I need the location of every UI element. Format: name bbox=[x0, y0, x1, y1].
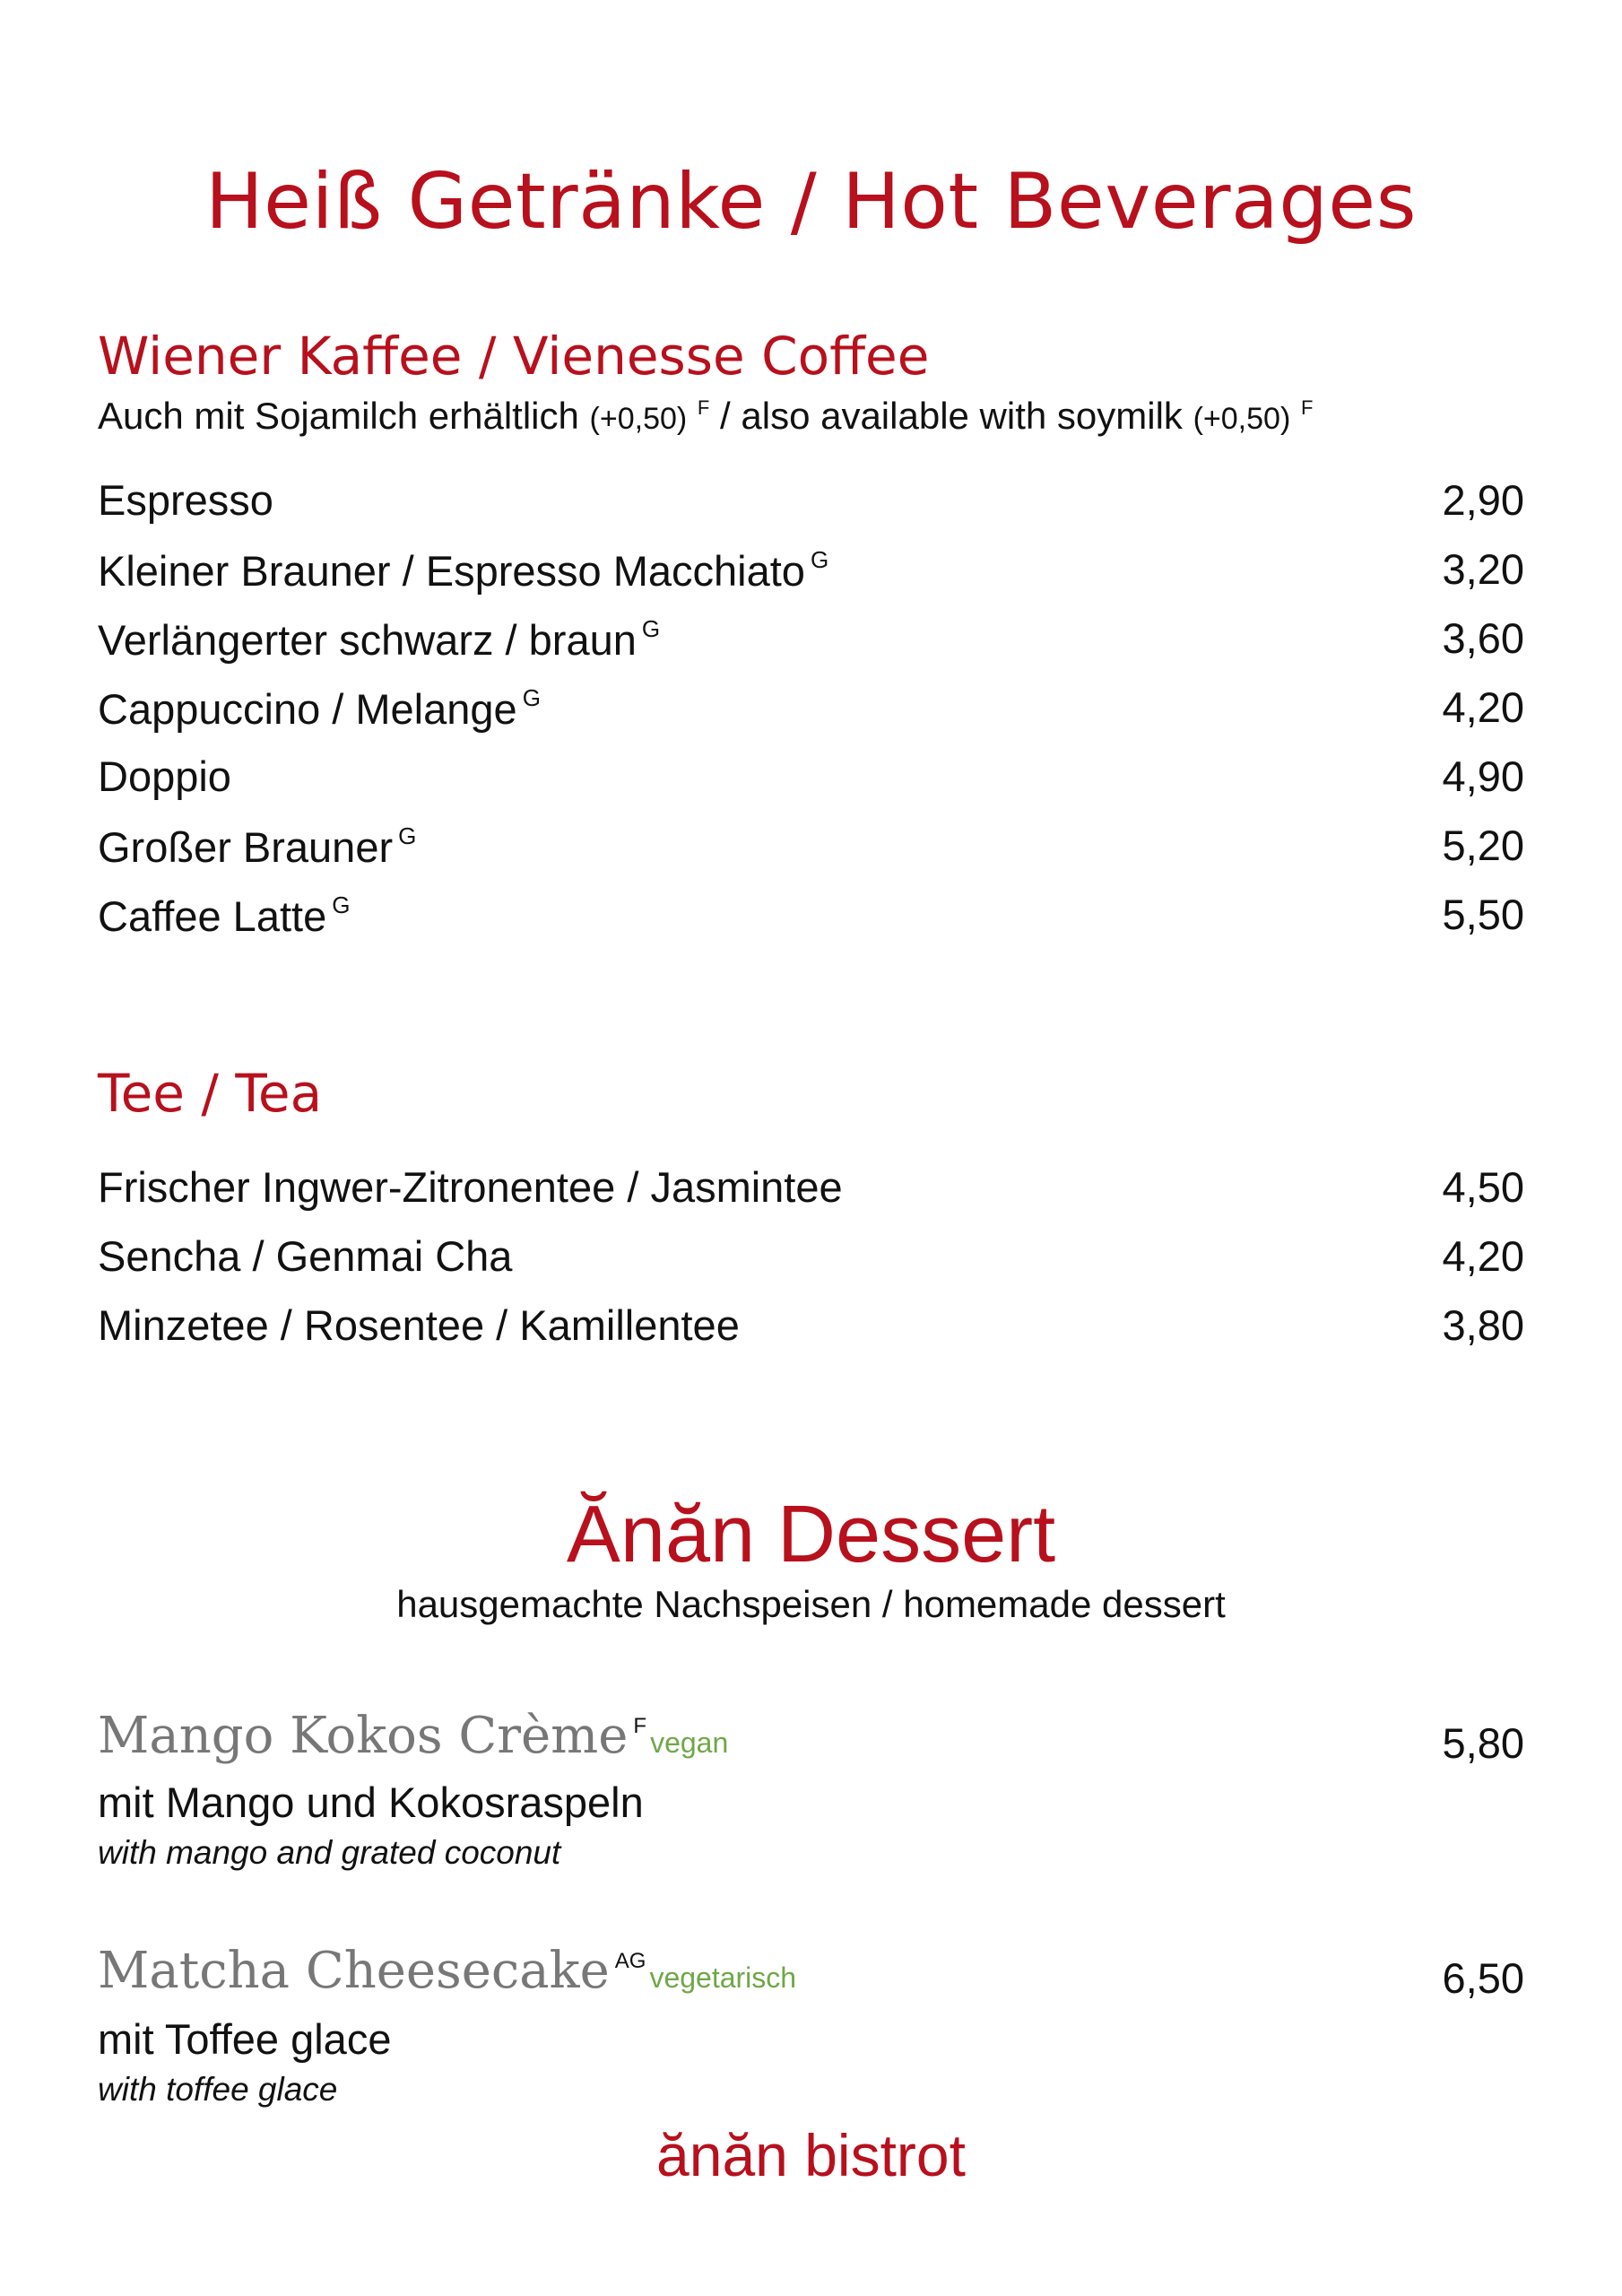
coffee-item bbox=[98, 891, 1524, 940]
tea-item-name: Sencha / Genmai Cha bbox=[98, 1232, 513, 1280]
coffee-item-price: 4,20 bbox=[1442, 683, 1524, 731]
page-title: Heiß Getränke / Hot Beverages bbox=[204, 157, 1418, 247]
note-en-allergen: F bbox=[1300, 396, 1314, 419]
coffee-item-name: Caffee Latte bbox=[98, 892, 327, 940]
allergen-mark: G bbox=[641, 615, 661, 642]
note-en: also available with soymilk bbox=[741, 395, 1183, 437]
coffee-item bbox=[98, 822, 1524, 871]
dessert-item-name bbox=[98, 1707, 729, 1765]
allergen-mark: G bbox=[810, 546, 829, 573]
allergen-mark: G bbox=[522, 684, 541, 711]
dessert-desc-de: mit Mango und Kokosraspeln bbox=[98, 1779, 644, 1826]
dessert-heading: Ănăn Dessert bbox=[566, 1490, 1056, 1579]
coffee-item-name: Espresso bbox=[98, 476, 273, 524]
note-de-price: (+0,50) bbox=[589, 402, 688, 436]
coffee-heading: Wiener Kaffee / Vienesse Coffee bbox=[98, 326, 930, 387]
dessert-item-price: 6,50 bbox=[1442, 1954, 1524, 2002]
note-separator: / bbox=[720, 395, 731, 437]
tea-item-name: Frischer Ingwer-Zitronentee / Jasmintee bbox=[98, 1163, 843, 1211]
tea-item-price: 3,80 bbox=[1442, 1301, 1524, 1349]
allergen-mark: G bbox=[398, 822, 417, 849]
allergen-mark: F bbox=[633, 1714, 647, 1738]
dessert-desc-en: with mango and grated coconut bbox=[98, 1834, 561, 1871]
coffee-item-price: 4,90 bbox=[1442, 752, 1524, 800]
coffee-item-price: 5,20 bbox=[1442, 822, 1524, 869]
dessert-desc-en: with toffee glace bbox=[98, 2071, 338, 2108]
coffee-item bbox=[98, 614, 1524, 664]
coffee-item-price: 3,20 bbox=[1442, 545, 1524, 593]
coffee-item bbox=[98, 683, 1524, 733]
coffee-item-name: Großer Brauner bbox=[98, 823, 394, 871]
allergen-mark: G bbox=[332, 891, 351, 918]
note-de-allergen: F bbox=[697, 396, 710, 419]
note-de: Auch mit Sojamilch erhältlich bbox=[98, 395, 579, 437]
coffee-item-price: 3,60 bbox=[1442, 614, 1524, 662]
allergen-mark: AG bbox=[614, 1949, 646, 1973]
dessert-item-price: 5,80 bbox=[1442, 1719, 1524, 1767]
coffee-item-price: 2,90 bbox=[1442, 476, 1524, 524]
coffee-item-price: 5,50 bbox=[1442, 891, 1524, 938]
tea-item-price: 4,50 bbox=[1442, 1163, 1524, 1211]
coffee-item-name: Doppio bbox=[98, 752, 231, 800]
diet-label: vegetarisch bbox=[649, 1961, 797, 1994]
soymilk-note bbox=[98, 395, 1313, 438]
diet-label: vegan bbox=[650, 1726, 729, 1759]
tea-item bbox=[98, 1232, 1524, 1280]
coffee-item bbox=[98, 752, 1524, 800]
tea-heading: Tee / Tea bbox=[98, 1063, 323, 1124]
tea-item bbox=[98, 1301, 1524, 1349]
dessert-item-name bbox=[98, 1942, 797, 2000]
tea-item-name: Minzetee / Rosentee / Kamillentee bbox=[98, 1301, 740, 1349]
tea-item-price: 4,20 bbox=[1442, 1232, 1524, 1280]
coffee-item-name: Cappuccino / Melange bbox=[98, 685, 517, 733]
note-en-price: (+0,50) bbox=[1193, 402, 1291, 436]
coffee-item bbox=[98, 545, 1524, 595]
dessert-desc-de: mit Toffee glace bbox=[98, 2015, 392, 2063]
coffee-item-name: Verlängerter schwarz / braun bbox=[98, 616, 637, 664]
dessert-subtitle: hausgemachte Nachspeisen / homemade dessert bbox=[396, 1583, 1226, 1625]
coffee-item-name: Kleiner Brauner / Espresso Macchiato bbox=[98, 547, 805, 595]
bistro-footer: ănăn bistrot bbox=[656, 2122, 966, 2188]
tea-item bbox=[98, 1163, 1524, 1211]
dessert-name-text: Mango Kokos Crème bbox=[98, 1707, 629, 1765]
coffee-item bbox=[98, 476, 1524, 524]
dessert-name-text: Matcha Cheesecake bbox=[98, 1942, 610, 2000]
